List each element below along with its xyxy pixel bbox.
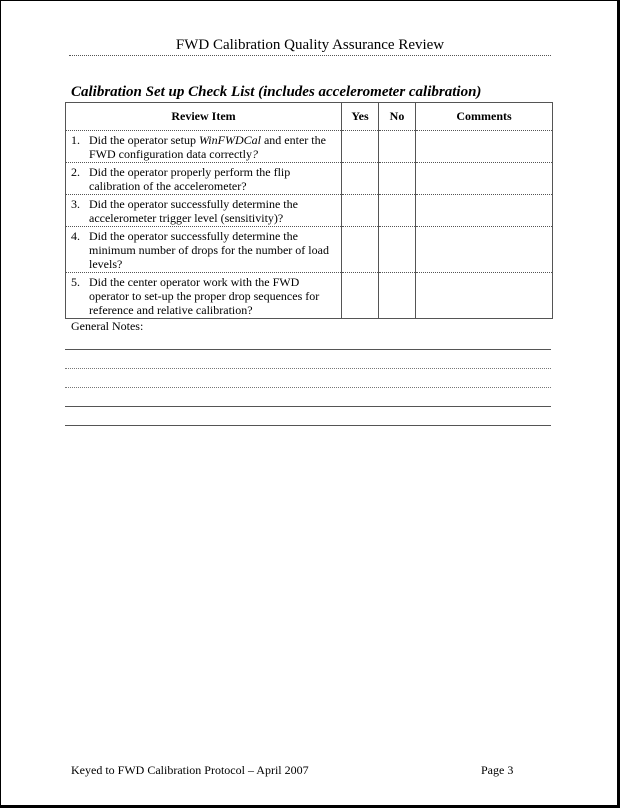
item-number: 1. — [71, 133, 80, 147]
notes-line[interactable] — [65, 387, 551, 388]
notes-line[interactable] — [65, 349, 551, 350]
comments-cell[interactable] — [416, 163, 553, 195]
general-notes-label: General Notes: — [71, 319, 144, 333]
item-text: Did the operator successfully determine the minimum number of drops for the number of load levels? — [89, 229, 329, 271]
table-header-row — [66, 103, 553, 131]
notes-line[interactable] — [65, 406, 551, 407]
item-number: 4. — [71, 229, 80, 243]
review-item-cell — [66, 195, 342, 227]
yes-cell[interactable] — [342, 227, 379, 273]
checklist-table — [65, 102, 553, 319]
header-divider — [69, 55, 551, 56]
footer-page-number: Page 3 — [481, 763, 514, 777]
review-item-cell — [66, 227, 342, 273]
item-number: 5. — [71, 275, 80, 289]
column-header-comments: Comments — [416, 103, 553, 131]
no-cell[interactable] — [379, 273, 416, 319]
table-row — [66, 227, 553, 273]
table-row — [66, 195, 553, 227]
no-cell[interactable] — [379, 131, 416, 163]
table-row — [66, 131, 553, 163]
yes-cell[interactable] — [342, 273, 379, 319]
notes-line[interactable] — [65, 368, 551, 369]
column-header-yes: Yes — [342, 103, 379, 131]
table-row — [66, 273, 553, 319]
review-item-cell — [66, 163, 342, 195]
item-text: Did the operator successfully determine the accelerometer trigger level (sensitivity)? — [89, 197, 298, 225]
footer-protocol-note: Keyed to FWD Calibration Protocol – April 2007 — [71, 763, 309, 777]
table-row — [66, 163, 553, 195]
yes-cell[interactable] — [342, 195, 379, 227]
item-number: 3. — [71, 197, 80, 211]
no-cell[interactable] — [379, 227, 416, 273]
item-text: Did the operator setup WinFWDCal and enter the FWD configuration data correctly? — [89, 133, 326, 161]
review-item-cell — [66, 273, 342, 319]
notes-line[interactable] — [65, 425, 551, 426]
yes-cell[interactable] — [342, 131, 379, 163]
section-title: Calibration Set up Check List (includes accelerometer calibration) — [71, 84, 482, 100]
column-header-review-item: Review Item — [66, 103, 342, 131]
comments-cell[interactable] — [416, 195, 553, 227]
no-cell[interactable] — [379, 195, 416, 227]
comments-cell[interactable] — [416, 131, 553, 163]
item-text: Did the operator properly perform the flip calibration of the accelerometer? — [89, 165, 291, 193]
column-header-no: No — [379, 103, 416, 131]
no-cell[interactable] — [379, 163, 416, 195]
review-item-cell — [66, 131, 342, 163]
item-text: Did the center operator work with the FWD operator to set-up the proper drop sequences for reference and relative calibration? — [89, 275, 320, 317]
comments-cell[interactable] — [416, 273, 553, 319]
comments-cell[interactable] — [416, 227, 553, 273]
item-number: 2. — [71, 165, 80, 179]
page-header-title: FWD Calibration Quality Assurance Review — [175, 37, 445, 53]
yes-cell[interactable] — [342, 163, 379, 195]
